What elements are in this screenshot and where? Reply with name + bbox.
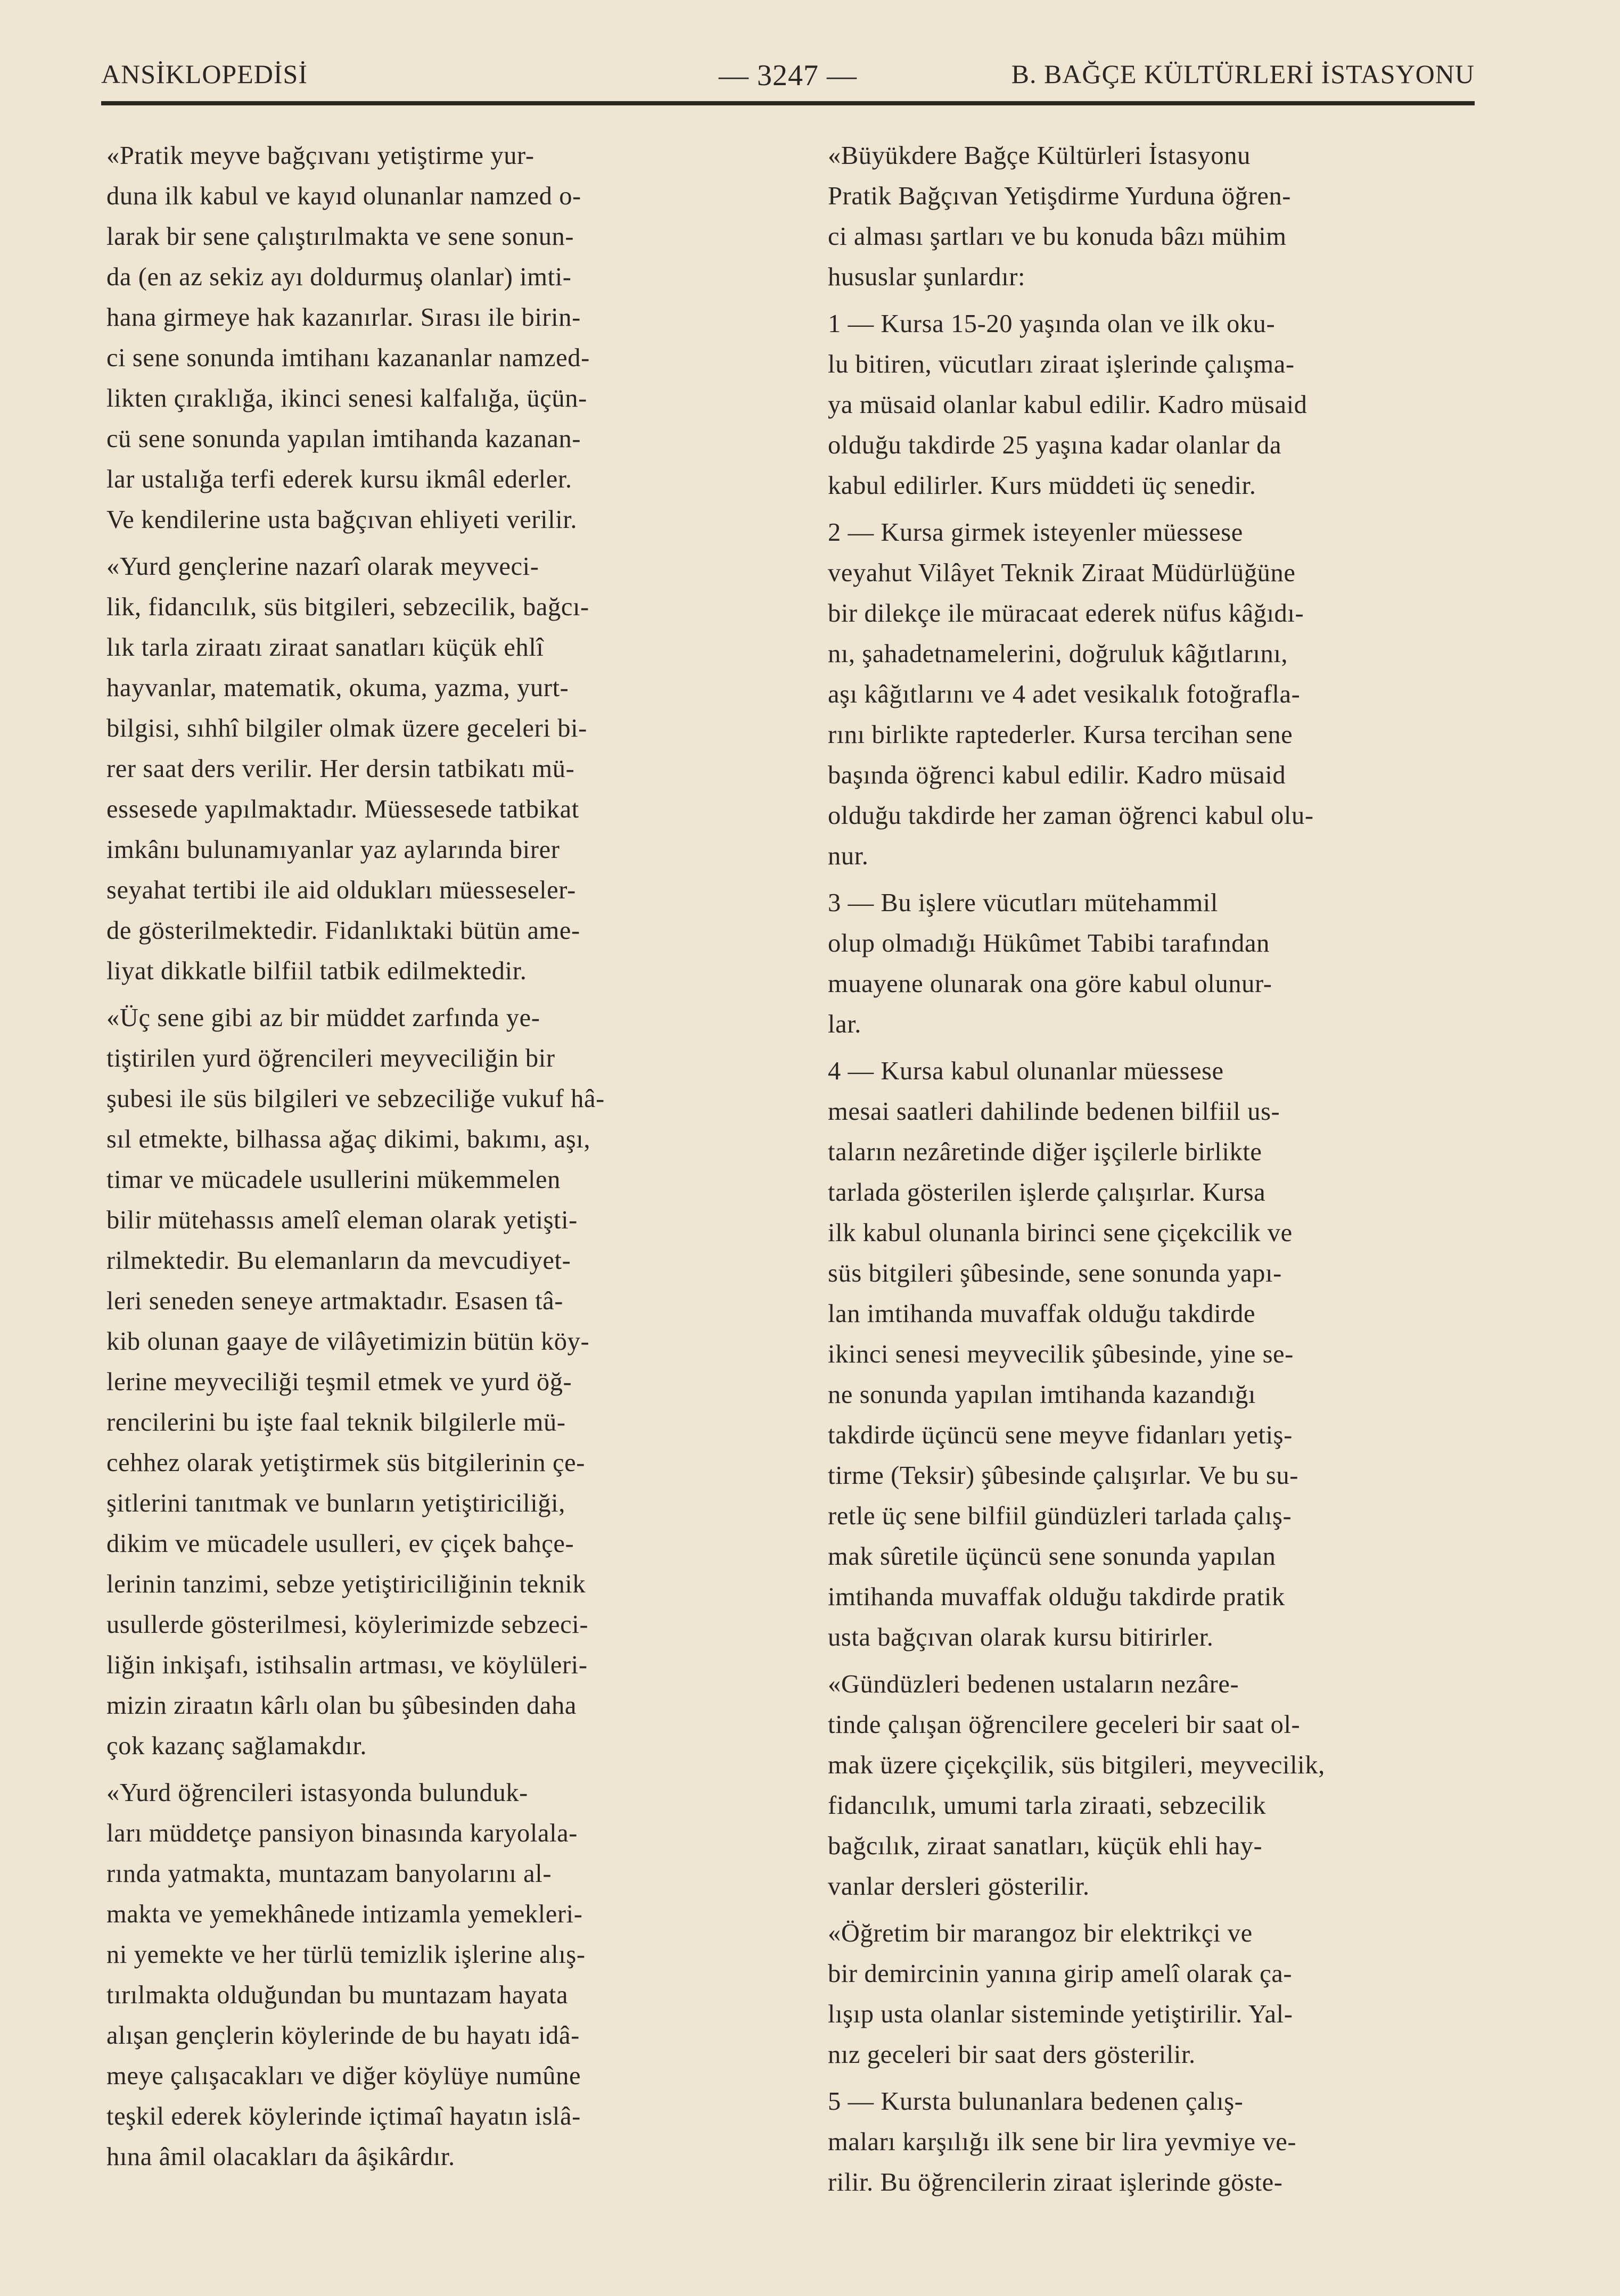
text-line: duna ilk kabul ve kayıd olunanlar namzed o- — [106, 182, 581, 210]
text-line: larak bir sene çalıştırılmakta ve sene sonun- — [106, 222, 574, 251]
text-line: timar ve mücadele usullerini mükemmelen — [106, 1166, 561, 1194]
paragraph — [828, 513, 1488, 877]
text-line: şitlerini tanıtmak ve bunların yetiştiriciliği, — [106, 1489, 565, 1517]
text-line: bir dilekçe ile müracaat ederek nüfus kâğıdı- — [828, 599, 1304, 627]
text-line: hana girmeye hak kazanırlar. Sırası ile birin- — [106, 303, 581, 332]
text-line: maları karşılığı ilk sene bir lira yevmiye ve- — [828, 2128, 1297, 2156]
text-line: imtihanda muvaffak olduğu takdirde pratik — [828, 1583, 1285, 1611]
text-line: 3 — Bu işlere vücutları mütehammil — [828, 889, 1218, 917]
text-line: lışıp usta olanlar sisteminde yetiştirilir. Yal- — [828, 2000, 1293, 2028]
text-line: çok kazanç sağlamakdır. — [106, 1732, 367, 1760]
text-line: ları müddetçe pansiyon binasında karyolala- — [106, 1819, 578, 1847]
text-line: 5 — Kursta bulunanlara bedenen çalış- — [828, 2087, 1244, 2116]
paragraph — [828, 883, 1488, 1045]
text-line: nız geceleri bir saat ders gösterilir. — [828, 2041, 1196, 2069]
text-line: tiştirilen yurd öğrencileri meyveciliğin bir — [106, 1044, 555, 1072]
text-line: de gösterilmektedir. Fidanlıktaki bütün ame- — [106, 916, 580, 945]
text-line: rilir. Bu öğrencilerin ziraat işlerinde göste- — [828, 2168, 1283, 2196]
header-right: B. BAĞÇE KÜLTÜRLERİ İSTASYONU — [1011, 59, 1475, 89]
text-line: liyat dikkatle bilfiil tatbik edilmektedir. — [106, 957, 527, 985]
text-line: leri seneden seneye artmaktadır. Esasen tâ- — [106, 1287, 564, 1315]
text-line: Ve kendilerine usta bağçıvan ehliyeti verilir. — [106, 506, 578, 534]
text-line: mizin ziraatın kârlı olan bu şûbesinden daha — [106, 1691, 577, 1720]
paragraph — [828, 304, 1488, 506]
text-line: ci sene sonunda imtihanı kazananlar namzed- — [106, 344, 590, 372]
text-line: takdirde üçüncü sene meyve fidanları yetiş- — [828, 1421, 1293, 1449]
text-line: da (en az sekiz ayı doldurmuş olanlar) imti- — [106, 263, 572, 291]
text-line: süs bitgileri şûbesinde, sene sonunda yapı- — [828, 1259, 1282, 1287]
text-line: vanlar dersleri gösterilir. — [828, 1872, 1090, 1901]
text-line: ikinci senesi meyvecilik şûbesinde, yine se- — [828, 1340, 1294, 1368]
text-line: ilk kabul olunanla birinci sene çiçekcilik ve — [828, 1219, 1293, 1247]
text-line: kabul edilirler. Kurs müddeti üç senedir. — [828, 472, 1256, 500]
text-line: usullerde gösterilmesi, köylerimizde sebzeci- — [106, 1610, 589, 1639]
text-line: alışan gençlerin köylerinde de bu hayatı idâ- — [106, 2021, 580, 2050]
paragraph — [828, 1664, 1488, 1907]
header-rule — [101, 101, 1475, 105]
text-line: usta bağçıvan olarak kursu bitirirler. — [828, 1623, 1214, 1651]
text-line: «Yurd öğrencileri istasyonda bulunduk- — [106, 1779, 528, 1807]
text-line: makta ve yemekhânede intizamla yemekleri- — [106, 1900, 583, 1928]
text-line: olduğu takdirde 25 yaşına kadar olanlar da — [828, 431, 1282, 459]
page-number: — 3247 — — [719, 59, 857, 92]
text-line: «Pratik meyve bağçıvanı yetiştirme yur- — [106, 142, 534, 170]
text-line: rını birlikte raptederler. Kursa tercihan sene — [828, 721, 1293, 749]
text-line: bağcılık, ziraat sanatları, küçük ehli hay- — [828, 1832, 1263, 1860]
text-line: lik, fidancılık, süs bitgileri, sebzecilik, bağcı- — [106, 593, 589, 621]
text-line: bir demircinin yanına girip amelî olarak ça- — [828, 1960, 1293, 1988]
text-line: mak üzere çiçekçilik, süs bitgileri, meyvecilik, — [828, 1751, 1325, 1779]
text-line: tinde çalışan öğrencilere geceleri bir saat ol- — [828, 1711, 1301, 1739]
text-line: hına âmil olacakları da âşikârdır. — [106, 2143, 455, 2171]
text-line: bilgisi, sıhhî bilgiler olmak üzere geceleri bi- — [106, 714, 587, 742]
text-line: lerine meyveciliği teşmil etmek ve yurd öğ- — [106, 1368, 572, 1396]
running-header — [101, 59, 1475, 96]
paragraph — [828, 136, 1488, 298]
text-line: hayvanlar, matematik, okuma, yazma, yurt- — [106, 674, 569, 702]
text-line: teşkil ederek köylerinde içtimaî hayatın islâ- — [106, 2102, 581, 2130]
paragraph — [828, 2082, 1488, 2203]
paragraph — [106, 136, 767, 540]
paragraph — [828, 1913, 1488, 2075]
text-line: muayene olunarak ona göre kabul olunur- — [828, 970, 1272, 998]
text-line: mesai saatleri dahilinde bedenen bilfiil us- — [828, 1097, 1280, 1126]
text-line: ya müsaid olanlar kabul edilir. Kadro müsaid — [828, 391, 1307, 419]
text-line: sıl etmekte, bilhassa ağaç dikimi, bakımı, aşı, — [106, 1125, 591, 1153]
text-line: 2 — Kursa girmek isteyenler müessese — [828, 518, 1243, 547]
text-line: seyahat tertibi ile aid oldukları müesseseler- — [106, 876, 576, 904]
text-line: kib olunan gaaye de vilâyetimizin bütün köy- — [106, 1327, 590, 1356]
text-line: dikim ve mücadele usulleri, ev çiçek bahçe- — [106, 1530, 574, 1558]
text-line: lık tarla ziraatı ziraat sanatları küçük ehlî — [106, 633, 544, 662]
text-line: 4 — Kursa kabul olunanlar müessese — [828, 1057, 1224, 1085]
text-line: ci alması şartları ve bu konuda bâzı mühim — [828, 222, 1287, 251]
text-line: olup olmadığı Hükûmet Tabibi tarafından — [828, 929, 1270, 957]
paragraph — [106, 547, 767, 992]
text-line: essesede yapılmaktadır. Müessesede tatbikat — [106, 795, 579, 823]
text-line: tirme (Teksir) şûbesinde çalışırlar. Ve bu su- — [828, 1461, 1298, 1490]
text-line: rilmektedir. Bu elemanların da mevcudiyet- — [106, 1246, 571, 1275]
text-line: şubesi ile süs bilgileri ve sebzeciliğe vukuf hâ- — [106, 1085, 605, 1113]
text-line: nur. — [828, 842, 869, 870]
text-line: taların nezâretinde diğer işçilerle birlikte — [828, 1138, 1262, 1166]
text-line: aşı kâğıtlarını ve 4 adet vesikalık fotoğrafla- — [828, 680, 1301, 708]
text-line: başında öğrenci kabul edilir. Kadro müsaid — [828, 761, 1286, 789]
paragraph — [106, 1773, 767, 2177]
text-line: lan imtihanda muvaffak olduğu takdirde — [828, 1300, 1256, 1328]
text-line: «Öğretim bir marangoz bir elektrikçi ve — [828, 1919, 1253, 1947]
left-column — [106, 136, 767, 2184]
text-line: «Büyükdere Bağçe Kültürleri İstasyonu — [828, 142, 1251, 170]
text-line: lerinin tanzimi, sebze yetiştiriciliğinin teknik — [106, 1570, 586, 1598]
text-line: olduğu takdirde her zaman öğrenci kabul olu- — [828, 802, 1314, 830]
text-line: cü sene sonunda yapılan imtihanda kazanan- — [106, 425, 581, 453]
text-line: «Gündüzleri bedenen ustaların nezâre- — [828, 1670, 1239, 1698]
text-line: lar. — [828, 1010, 862, 1038]
text-line: tarlada gösterilen işlerde çalışırlar. Kursa — [828, 1178, 1266, 1207]
text-line: tırılmakta olduğundan bu muntazam hayata — [106, 1981, 569, 2009]
text-line: «Yurd gençlerine nazarî olarak meyveci- — [106, 552, 539, 581]
text-line: imkânı bulunamıyanlar yaz aylarında birer — [106, 836, 560, 864]
header-left: ANSİKLOPEDİSİ — [101, 59, 308, 89]
text-line: 1 — Kursa 15-20 yaşında olan ve ilk oku- — [828, 310, 1276, 338]
text-line: nı, şahadetnamelerini, doğruluk kâğıtlarını, — [828, 640, 1288, 668]
text-line: «Üç sene gibi az bir müddet zarfında ye- — [106, 1004, 540, 1032]
text-line: lu bitiren, vücutları ziraat işlerinde çalışma- — [828, 350, 1295, 378]
paragraph — [828, 1051, 1488, 1658]
text-line: rında yatmakta, muntazam banyolarını al- — [106, 1860, 552, 1888]
text-line: bilir mütehassıs amelî eleman olarak yetişti- — [106, 1206, 578, 1234]
text-line: mak sûretile üçüncü sene sonunda yapılan — [828, 1542, 1276, 1571]
text-line: veyahut Vilâyet Teknik Ziraat Müdürlüğüne — [828, 559, 1296, 587]
text-line: meye çalışacakları ve diğer köylüye numûne — [106, 2062, 581, 2090]
text-line: lar ustalığa terfi ederek kursu ikmâl ederler. — [106, 465, 572, 493]
text-line: rencilerini bu işte faal teknik bilgilerle mü- — [106, 1408, 566, 1436]
paragraph — [106, 998, 767, 1766]
text-line: cehhez olarak yetiştirmek süs bitgilerinin çe- — [106, 1449, 585, 1477]
text-line: liğin inkişafı, istihsalin artması, ve köylüleri- — [106, 1651, 588, 1679]
text-line: rer saat ders verilir. Her dersin tatbikatı mü- — [106, 755, 575, 783]
text-line: fidancılık, umumi tarla ziraati, sebzecilik — [828, 1791, 1267, 1820]
text-line: ne sonunda yapılan imtihanda kazandığı — [828, 1381, 1256, 1409]
text-line: ni yemekte ve her türlü temizlik işlerine alış- — [106, 1940, 586, 1969]
text-line: likten çıraklığa, ikinci senesi kalfalığa, üçün- — [106, 384, 587, 412]
text-line: retle üç sene bilfiil gündüzleri tarlada çalış- — [828, 1502, 1292, 1530]
text-line: Pratik Bağçıvan Yetişdirme Yurduna öğren- — [828, 182, 1292, 210]
right-column — [828, 136, 1488, 2209]
text-line: hususlar şunlardır: — [828, 263, 1026, 291]
